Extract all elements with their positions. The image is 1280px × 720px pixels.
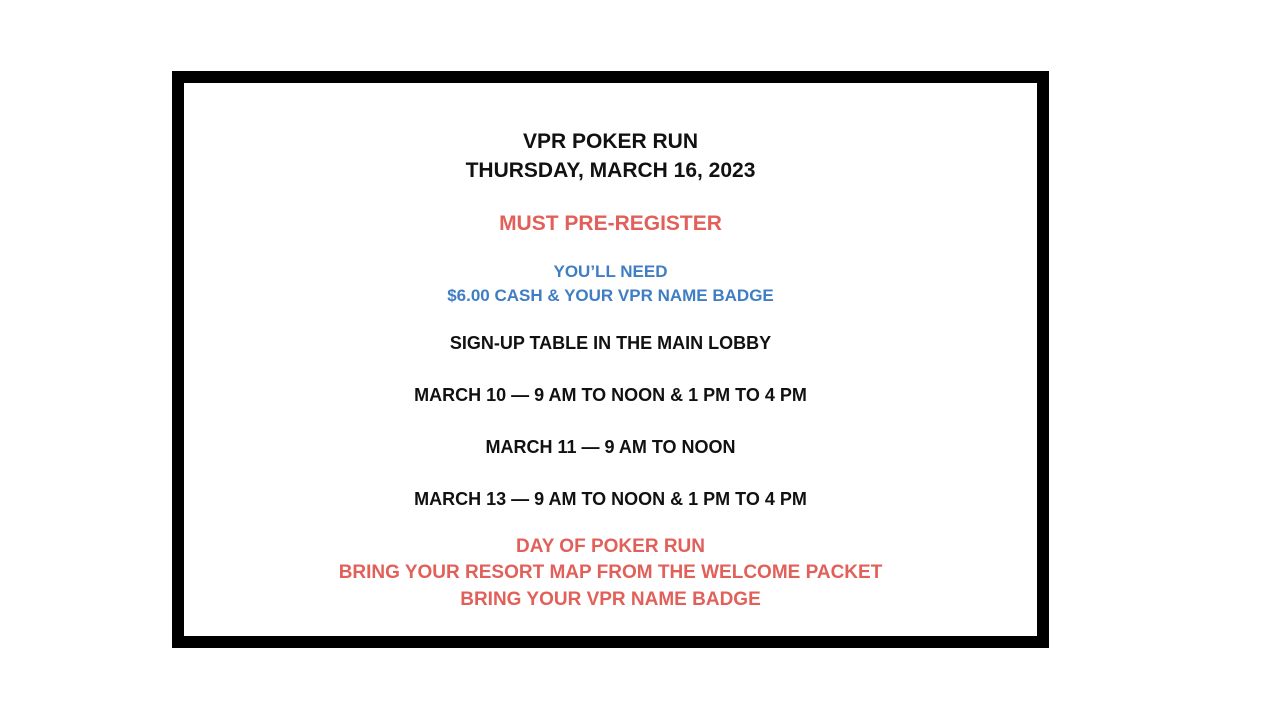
must-preregister-notice: MUST PRE-REGISTER	[499, 212, 722, 235]
requirements-items: $6.00 CASH & YOUR VPR NAME BADGE	[447, 286, 774, 305]
event-date: THURSDAY, MARCH 16, 2023	[465, 159, 756, 182]
schedule-item: MARCH 13 — 9 AM TO NOON & 1 PM TO 4 PM	[414, 489, 807, 509]
flyer-title: VPR POKER RUN	[522, 130, 699, 153]
schedule-item: MARCH 11 — 9 AM TO NOON	[485, 437, 736, 457]
poker-run-flyer	[172, 71, 1049, 648]
schedule-item: MARCH 10 — 9 AM TO NOON & 1 PM TO 4 PM	[414, 385, 807, 405]
requirements-heading: YOU’LL NEED	[553, 262, 668, 281]
day-of-item: BRING YOUR RESORT MAP FROM THE WELCOME PACKET	[338, 562, 883, 583]
signup-location: SIGN-UP TABLE IN THE MAIN LOBBY	[449, 333, 772, 353]
day-of-item: BRING YOUR VPR NAME BADGE	[460, 589, 761, 610]
day-of-heading: DAY OF POKER RUN	[516, 536, 705, 557]
